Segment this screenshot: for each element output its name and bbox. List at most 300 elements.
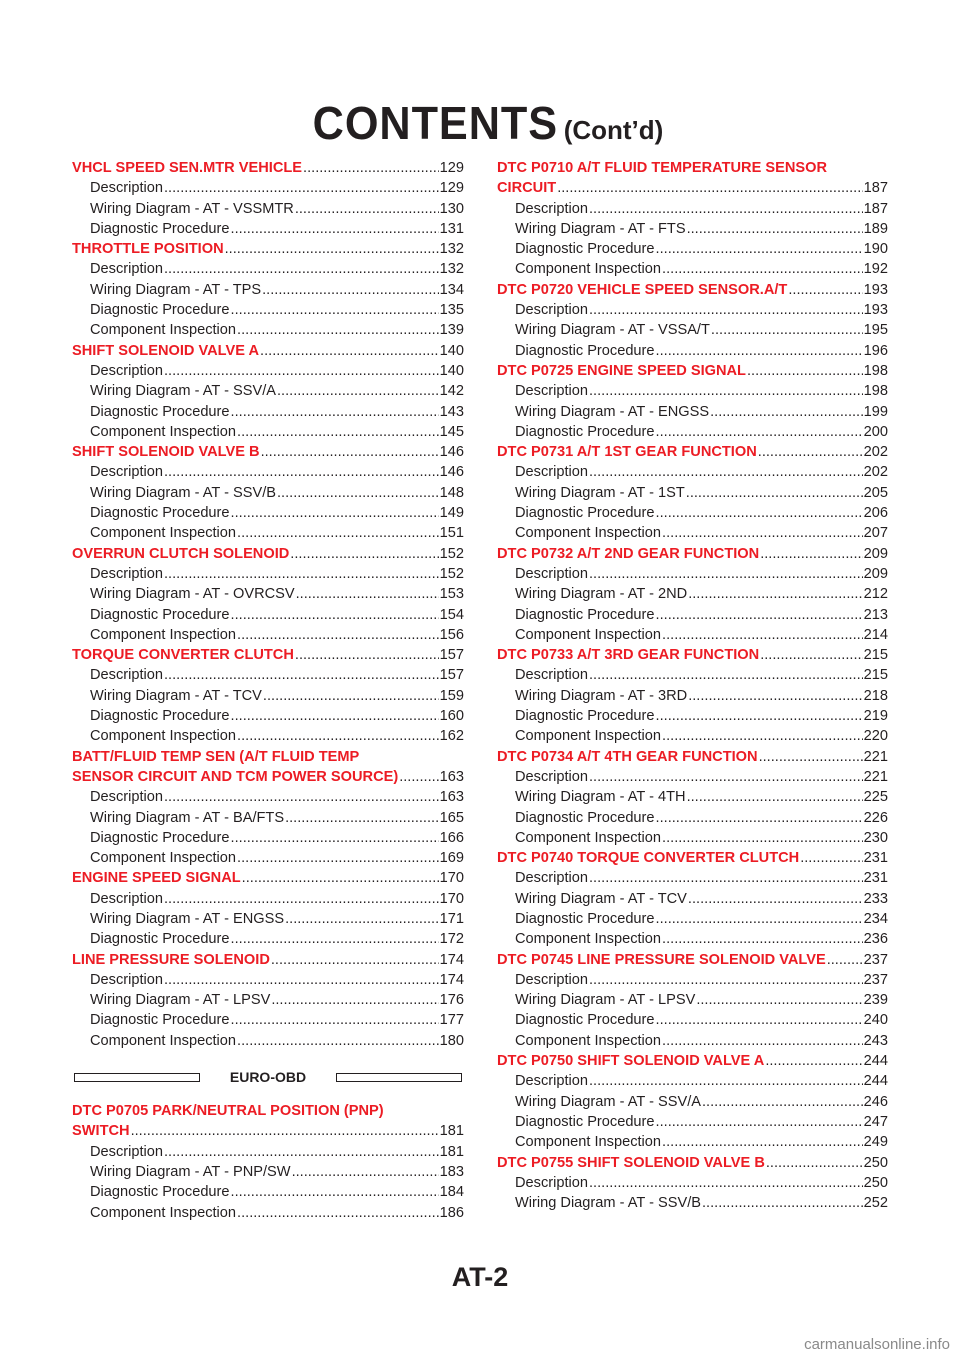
toc-leader-dots bbox=[296, 584, 439, 604]
toc-entry-page: 225 bbox=[863, 789, 888, 806]
toc-entry-page: 166 bbox=[439, 829, 464, 846]
toc-entry-label: DTC P0720 VEHICLE SPEED SENSOR.A/T bbox=[497, 281, 788, 298]
toc-leader-dots bbox=[237, 726, 439, 746]
toc-entry-label: Description bbox=[90, 890, 163, 907]
toc-leader-dots bbox=[687, 219, 863, 239]
toc-entry-page: 152 bbox=[439, 565, 464, 582]
toc-entry-page: 174 bbox=[439, 951, 464, 968]
toc-entry-label: Diagnostic Procedure bbox=[515, 708, 655, 725]
divider-box-right bbox=[336, 1073, 462, 1082]
toc-leader-dots bbox=[656, 239, 863, 259]
toc-leader-dots bbox=[237, 523, 439, 543]
toc-entry-page: 187 bbox=[863, 180, 888, 197]
toc-entry-label: Wiring Diagram - AT - FTS bbox=[515, 220, 686, 237]
toc-subentry[interactable] bbox=[72, 1162, 464, 1182]
toc-subentry[interactable] bbox=[497, 767, 888, 787]
toc-leader-dots bbox=[131, 1121, 439, 1141]
toc-entry-page: 209 bbox=[863, 545, 888, 562]
toc-entry-label: Diagnostic Procedure bbox=[515, 505, 655, 522]
toc-leader-dots bbox=[271, 990, 438, 1010]
toc-entry-page: 244 bbox=[863, 1073, 888, 1090]
toc-entry-label: Wiring Diagram - AT - 4TH bbox=[515, 789, 686, 806]
toc-entry-label: DTC P0750 SHIFT SOLENOID VALVE A bbox=[497, 1053, 765, 1070]
toc-entry-page: 193 bbox=[863, 302, 888, 319]
toc-subentry[interactable] bbox=[72, 848, 464, 868]
toc-leader-dots bbox=[747, 361, 863, 381]
toc-subentry[interactable] bbox=[497, 1193, 888, 1213]
toc-entry-page: 174 bbox=[439, 971, 464, 988]
toc-section-entry[interactable] bbox=[497, 178, 888, 198]
toc-entry-page: 239 bbox=[863, 992, 888, 1009]
toc-entry-page: 212 bbox=[863, 586, 888, 603]
toc-entry-label: Component Inspection bbox=[90, 322, 237, 339]
toc-entry-page: 250 bbox=[863, 1154, 888, 1171]
toc-entry-label: Wiring Diagram - AT - ENGSS bbox=[515, 403, 710, 420]
toc-left-column bbox=[72, 158, 464, 1223]
toc-leader-dots bbox=[765, 1051, 862, 1071]
toc-section-heading[interactable] bbox=[72, 747, 464, 767]
toc-leader-dots bbox=[164, 178, 439, 198]
toc-section-entry[interactable] bbox=[72, 158, 464, 178]
toc-subentry[interactable] bbox=[497, 300, 888, 320]
toc-entry-page: 221 bbox=[863, 748, 888, 765]
toc-leader-dots bbox=[788, 280, 862, 300]
toc-subentry[interactable] bbox=[72, 605, 464, 625]
toc-subentry[interactable] bbox=[72, 828, 464, 848]
toc-entry-label: Description bbox=[515, 200, 588, 217]
toc-entry-label: Description bbox=[515, 565, 588, 582]
toc-entry-page: 231 bbox=[863, 850, 888, 867]
toc-entry-label: Component Inspection bbox=[515, 1134, 662, 1151]
toc-entry-label: Diagnostic Procedure bbox=[515, 1012, 655, 1029]
toc-section-entry[interactable] bbox=[497, 1153, 888, 1173]
toc-entry-label: Component Inspection bbox=[515, 525, 662, 542]
toc-leader-dots bbox=[589, 1173, 863, 1193]
toc-entry-page: 134 bbox=[439, 281, 464, 298]
toc-section-entry[interactable] bbox=[72, 645, 464, 665]
toc-leader-dots bbox=[303, 158, 439, 178]
toc-subentry[interactable] bbox=[497, 1132, 888, 1152]
toc-subentry[interactable] bbox=[497, 625, 888, 645]
toc-leader-dots bbox=[295, 199, 439, 219]
toc-entry-page: 213 bbox=[863, 606, 888, 623]
toc-subentry[interactable] bbox=[497, 909, 888, 929]
toc-entry-label: THROTTLE POSITION bbox=[72, 241, 224, 258]
toc-subentry[interactable] bbox=[72, 259, 464, 279]
toc-entry-page: 186 bbox=[439, 1204, 464, 1221]
toc-entry-label: Component Inspection bbox=[515, 626, 662, 643]
toc-subentry[interactable] bbox=[497, 1173, 888, 1193]
toc-section-entry[interactable] bbox=[497, 280, 888, 300]
toc-leader-dots bbox=[662, 1132, 863, 1152]
toc-list-right bbox=[497, 158, 888, 1213]
contents-subtitle: (Cont’d) bbox=[563, 115, 664, 145]
toc-entry-page: 163 bbox=[439, 768, 464, 785]
toc-section-heading[interactable] bbox=[72, 1101, 464, 1121]
toc-entry-label: Description bbox=[515, 768, 588, 785]
toc-entry-label: Wiring Diagram - AT - LPSV bbox=[90, 992, 271, 1009]
toc-subentry[interactable] bbox=[497, 605, 888, 625]
toc-entry-label: Diagnostic Procedure bbox=[515, 423, 655, 440]
toc-entry-label: Description bbox=[90, 789, 163, 806]
toc-entry-page: 218 bbox=[863, 687, 888, 704]
toc-leader-dots bbox=[759, 747, 863, 767]
toc-entry-label: DTC P0745 LINE PRESSURE SOLENOID VALVE bbox=[497, 951, 826, 968]
toc-section-entry[interactable] bbox=[72, 1121, 464, 1141]
toc-entry-page: 140 bbox=[439, 342, 464, 359]
toc-leader-dots bbox=[800, 848, 862, 868]
toc-subentry[interactable] bbox=[497, 929, 888, 949]
toc-subentry[interactable] bbox=[497, 341, 888, 361]
toc-subentry[interactable] bbox=[497, 990, 888, 1010]
toc-entry-label: Wiring Diagram - AT - 3RD bbox=[515, 687, 688, 704]
toc-entry-page: 159 bbox=[439, 687, 464, 704]
toc-entry-page: 129 bbox=[439, 180, 464, 197]
toc-entry-page: 165 bbox=[439, 809, 464, 826]
toc-subentry[interactable] bbox=[497, 422, 888, 442]
toc-subentry[interactable] bbox=[497, 584, 888, 604]
toc-subentry[interactable] bbox=[72, 503, 464, 523]
toc-leader-dots bbox=[662, 259, 863, 279]
toc-entry-page: 142 bbox=[439, 383, 464, 400]
toc-subentry[interactable] bbox=[497, 462, 888, 482]
toc-leader-dots bbox=[688, 889, 863, 909]
toc-entry-page: 170 bbox=[439, 890, 464, 907]
toc-entry-page: 243 bbox=[863, 1032, 888, 1049]
toc-right-column bbox=[497, 158, 888, 1213]
toc-section-entry[interactable] bbox=[497, 950, 888, 970]
toc-leader-dots bbox=[656, 422, 863, 442]
toc-entry-label: SENSOR CIRCUIT AND TCM POWER SOURCE) bbox=[72, 768, 399, 785]
toc-subentry[interactable] bbox=[497, 706, 888, 726]
toc-section-entry[interactable] bbox=[497, 1051, 888, 1071]
toc-subentry[interactable] bbox=[72, 1142, 464, 1162]
toc-entry-page: 152 bbox=[439, 545, 464, 562]
toc-entry-page: 196 bbox=[863, 342, 888, 359]
toc-leader-dots bbox=[295, 645, 439, 665]
toc-section-entry[interactable] bbox=[72, 341, 464, 361]
toc-entry-label: Component Inspection bbox=[90, 525, 237, 542]
toc-leader-dots bbox=[164, 259, 439, 279]
toc-subentry[interactable] bbox=[497, 523, 888, 543]
toc-subentry[interactable] bbox=[497, 686, 888, 706]
toc-subentry[interactable] bbox=[72, 462, 464, 482]
toc-entry-label: Diagnostic Procedure bbox=[90, 708, 230, 725]
toc-subentry[interactable] bbox=[72, 970, 464, 990]
toc-entry-label: Component Inspection bbox=[90, 1204, 237, 1221]
toc-entry-page: 249 bbox=[863, 1134, 888, 1151]
toc-subentry[interactable] bbox=[497, 1031, 888, 1051]
toc-entry-page: 145 bbox=[439, 423, 464, 440]
toc-entry-label: Wiring Diagram - AT - TCV bbox=[515, 890, 687, 907]
toc-leader-dots bbox=[164, 1142, 439, 1162]
toc-leader-dots bbox=[285, 909, 439, 929]
toc-subentry[interactable] bbox=[72, 523, 464, 543]
toc-section-entry[interactable] bbox=[72, 544, 464, 564]
toc-subentry[interactable] bbox=[497, 199, 888, 219]
toc-subentry[interactable] bbox=[497, 726, 888, 746]
toc-section-entry[interactable] bbox=[497, 361, 888, 381]
toc-entry-page: 184 bbox=[439, 1184, 464, 1201]
toc-entry-page: 192 bbox=[863, 261, 888, 278]
toc-leader-dots bbox=[261, 442, 439, 462]
toc-subentry[interactable] bbox=[72, 564, 464, 584]
toc-entry-page: 187 bbox=[863, 200, 888, 217]
toc-subentry[interactable] bbox=[72, 929, 464, 949]
toc-entry-label: Description bbox=[515, 1174, 588, 1191]
toc-entry-page: 233 bbox=[863, 890, 888, 907]
toc-entry-label: Wiring Diagram - AT - BA/FTS bbox=[90, 809, 285, 826]
toc-leader-dots bbox=[766, 1153, 863, 1173]
toc-subentry[interactable] bbox=[72, 1203, 464, 1223]
toc-entry-page: 157 bbox=[439, 647, 464, 664]
toc-entry-page: 139 bbox=[439, 322, 464, 339]
toc-leader-dots bbox=[237, 1031, 439, 1051]
toc-entry-page: 181 bbox=[439, 1143, 464, 1160]
toc-subentry[interactable] bbox=[497, 808, 888, 828]
toc-entry-label: Component Inspection bbox=[515, 1032, 662, 1049]
toc-entry-page: 214 bbox=[863, 626, 888, 643]
toc-entry-label: LINE PRESSURE SOLENOID bbox=[72, 951, 270, 968]
toc-subentry[interactable] bbox=[72, 300, 464, 320]
toc-leader-dots bbox=[589, 665, 863, 685]
toc-entry-page: 246 bbox=[863, 1093, 888, 1110]
toc-subentry[interactable] bbox=[497, 381, 888, 401]
toc-entry-label: Description bbox=[90, 464, 163, 481]
toc-entry-label: Wiring Diagram - AT - ENGSS bbox=[90, 910, 285, 927]
toc-section-entry[interactable] bbox=[497, 848, 888, 868]
toc-entry-label: Description bbox=[90, 1143, 163, 1160]
toc-subentry[interactable] bbox=[72, 1182, 464, 1202]
toc-subentry[interactable] bbox=[72, 625, 464, 645]
toc-entry-page: 143 bbox=[439, 403, 464, 420]
toc-subentry[interactable] bbox=[497, 1071, 888, 1091]
toc-leader-dots bbox=[164, 462, 439, 482]
toc-subentry[interactable] bbox=[72, 686, 464, 706]
toc-subentry[interactable] bbox=[72, 178, 464, 198]
toc-subentry[interactable] bbox=[72, 787, 464, 807]
toc-entry-page: 177 bbox=[439, 1012, 464, 1029]
toc-subentry[interactable] bbox=[497, 483, 888, 503]
toc-leader-dots bbox=[662, 828, 863, 848]
toc-entry-page: 207 bbox=[863, 525, 888, 542]
toc-subentry[interactable] bbox=[72, 1010, 464, 1030]
toc-subentry[interactable] bbox=[72, 320, 464, 340]
toc-entry-label: DTC P0705 PARK/NEUTRAL POSITION (PNP) bbox=[72, 1103, 384, 1120]
toc-entry-page: 135 bbox=[439, 302, 464, 319]
toc-subentry[interactable] bbox=[497, 889, 888, 909]
toc-leader-dots bbox=[164, 564, 439, 584]
toc-leader-dots bbox=[589, 564, 863, 584]
toc-entry-label: Description bbox=[90, 667, 163, 684]
toc-entry-label: Description bbox=[90, 362, 163, 379]
toc-subentry[interactable] bbox=[72, 584, 464, 604]
toc-subentry[interactable] bbox=[72, 280, 464, 300]
toc-subentry[interactable] bbox=[72, 219, 464, 239]
toc-subentry[interactable] bbox=[72, 808, 464, 828]
toc-entry-label: Wiring Diagram - AT - VSSMTR bbox=[90, 200, 294, 217]
toc-entry-page: 193 bbox=[863, 281, 888, 298]
toc-subentry[interactable] bbox=[72, 1031, 464, 1051]
toc-entry-label: Wiring Diagram - AT - SSV/A bbox=[90, 383, 276, 400]
toc-section-heading[interactable] bbox=[497, 158, 888, 178]
toc-entry-page: 206 bbox=[863, 505, 888, 522]
toc-entry-page: 209 bbox=[863, 565, 888, 582]
toc-subentry[interactable] bbox=[497, 787, 888, 807]
toc-subentry[interactable] bbox=[497, 970, 888, 990]
toc-subentry[interactable] bbox=[497, 320, 888, 340]
toc-leader-dots bbox=[662, 929, 863, 949]
toc-entry-page: 202 bbox=[863, 444, 888, 461]
toc-subentry[interactable] bbox=[72, 990, 464, 1010]
toc-subentry[interactable] bbox=[497, 868, 888, 888]
toc-section-entry[interactable] bbox=[72, 442, 464, 462]
toc-entry-label: ENGINE SPEED SIGNAL bbox=[72, 870, 241, 887]
toc-entry-page: 215 bbox=[863, 647, 888, 664]
toc-leader-dots bbox=[758, 442, 863, 462]
toc-section-entry[interactable] bbox=[72, 239, 464, 259]
toc-entry-label: Description bbox=[90, 565, 163, 582]
toc-section-entry[interactable] bbox=[497, 442, 888, 462]
toc-leader-dots bbox=[656, 503, 863, 523]
toc-entry-label: Diagnostic Procedure bbox=[90, 505, 230, 522]
page-number: AT-2 bbox=[451, 1262, 509, 1292]
toc-entry-page: 162 bbox=[439, 728, 464, 745]
toc-section-entry[interactable] bbox=[497, 747, 888, 767]
toc-leader-dots bbox=[164, 889, 439, 909]
toc-entry-page: 237 bbox=[863, 951, 888, 968]
toc-subentry[interactable] bbox=[72, 483, 464, 503]
toc-leader-dots bbox=[662, 726, 863, 746]
toc-leader-dots bbox=[290, 544, 438, 564]
toc-subentry[interactable] bbox=[497, 239, 888, 259]
toc-subentry[interactable] bbox=[72, 726, 464, 746]
toc-leader-dots bbox=[662, 1031, 863, 1051]
toc-entry-page: 199 bbox=[863, 403, 888, 420]
toc-entry-label: Diagnostic Procedure bbox=[515, 342, 655, 359]
toc-leader-dots bbox=[285, 808, 439, 828]
toc-subentry[interactable] bbox=[72, 706, 464, 726]
toc-entry-label: Description bbox=[515, 302, 588, 319]
toc-leader-dots bbox=[242, 868, 439, 888]
toc-leader-dots bbox=[237, 625, 439, 645]
toc-subentry[interactable] bbox=[497, 828, 888, 848]
toc-leader-dots bbox=[231, 1182, 439, 1202]
toc-entry-label: Diagnostic Procedure bbox=[90, 606, 230, 623]
toc-entry-label: Diagnostic Procedure bbox=[90, 1184, 230, 1201]
toc-entry-page: 226 bbox=[863, 809, 888, 826]
toc-subentry[interactable] bbox=[72, 889, 464, 909]
toc-leader-dots bbox=[589, 970, 863, 990]
toc-subentry[interactable] bbox=[72, 199, 464, 219]
toc-subentry[interactable] bbox=[497, 259, 888, 279]
toc-subentry[interactable] bbox=[497, 219, 888, 239]
toc-subentry[interactable] bbox=[72, 909, 464, 929]
toc-entry-page: 250 bbox=[863, 1174, 888, 1191]
euro-obd-divider bbox=[72, 1067, 464, 1087]
toc-entry-page: 154 bbox=[439, 606, 464, 623]
toc-subentry[interactable] bbox=[72, 422, 464, 442]
toc-subentry[interactable] bbox=[497, 665, 888, 685]
toc-entry-page: 157 bbox=[439, 667, 464, 684]
toc-leader-dots bbox=[262, 280, 439, 300]
toc-entry-page: 205 bbox=[863, 484, 888, 501]
toc-leader-dots bbox=[231, 605, 439, 625]
toc-leader-dots bbox=[557, 178, 862, 198]
toc-entry-label: Wiring Diagram - AT - 2ND bbox=[515, 586, 688, 603]
toc-entry-page: 244 bbox=[863, 1053, 888, 1070]
toc-entry-page: 160 bbox=[439, 708, 464, 725]
toc-leader-dots bbox=[231, 300, 439, 320]
toc-entry-label: Wiring Diagram - AT - LPSV bbox=[515, 992, 696, 1009]
toc-entry-page: 189 bbox=[863, 220, 888, 237]
toc-leader-dots bbox=[656, 706, 863, 726]
toc-subentry[interactable] bbox=[72, 381, 464, 401]
toc-entry-label: DTC P0740 TORQUE CONVERTER CLUTCH bbox=[497, 850, 800, 867]
toc-leader-dots bbox=[589, 199, 863, 219]
toc-subentry[interactable] bbox=[497, 402, 888, 422]
toc-subentry[interactable] bbox=[72, 665, 464, 685]
toc-entry-page: 237 bbox=[863, 971, 888, 988]
toc-leader-dots bbox=[263, 686, 439, 706]
toc-subentry[interactable] bbox=[72, 402, 464, 422]
toc-leader-dots bbox=[164, 970, 439, 990]
toc-entry-label: Description bbox=[90, 180, 163, 197]
toc-section-entry[interactable] bbox=[72, 950, 464, 970]
toc-subentry[interactable] bbox=[497, 1092, 888, 1112]
toc-leader-dots bbox=[656, 909, 863, 929]
toc-entry-page: 183 bbox=[439, 1163, 464, 1180]
toc-entry-label: Description bbox=[515, 383, 588, 400]
toc-section-entry[interactable] bbox=[497, 645, 888, 665]
toc-entry-page: 149 bbox=[439, 505, 464, 522]
toc-entry-label: Wiring Diagram - AT - VSSA/T bbox=[515, 322, 710, 339]
toc-entry-label: Diagnostic Procedure bbox=[90, 403, 230, 420]
toc-leader-dots bbox=[696, 990, 862, 1010]
toc-leader-dots bbox=[399, 767, 438, 787]
toc-entry-label: Component Inspection bbox=[515, 829, 662, 846]
toc-leader-dots bbox=[271, 950, 439, 970]
toc-subentry[interactable] bbox=[497, 503, 888, 523]
toc-entry-page: 220 bbox=[863, 728, 888, 745]
toc-section-entry[interactable] bbox=[497, 544, 888, 564]
toc-entry-page: 252 bbox=[863, 1195, 888, 1212]
toc-entry-page: 181 bbox=[439, 1123, 464, 1140]
toc-entry-page: 198 bbox=[863, 362, 888, 379]
toc-entry-label: Component Inspection bbox=[90, 626, 237, 643]
toc-subentry[interactable] bbox=[72, 361, 464, 381]
toc-leader-dots bbox=[164, 665, 439, 685]
toc-subentry[interactable] bbox=[497, 564, 888, 584]
toc-entry-label: Diagnostic Procedure bbox=[90, 829, 230, 846]
toc-entry-label: Diagnostic Procedure bbox=[515, 809, 655, 826]
toc-entry-label: Description bbox=[515, 870, 588, 887]
toc-entry-page: 148 bbox=[439, 484, 464, 501]
toc-section-entry[interactable] bbox=[72, 868, 464, 888]
toc-entry-label: SHIFT SOLENOID VALVE B bbox=[72, 444, 260, 461]
toc-entry-label: Component Inspection bbox=[90, 1032, 237, 1049]
toc-entry-label: Description bbox=[515, 1073, 588, 1090]
toc-section-entry[interactable] bbox=[72, 767, 464, 787]
toc-leader-dots bbox=[237, 848, 439, 868]
toc-subentry[interactable] bbox=[497, 1010, 888, 1030]
toc-leader-dots bbox=[164, 361, 439, 381]
toc-entry-page: 132 bbox=[439, 241, 464, 258]
toc-entry-label: Diagnostic Procedure bbox=[90, 1012, 230, 1029]
toc-entry-page: 221 bbox=[863, 768, 888, 785]
toc-subentry[interactable] bbox=[497, 1112, 888, 1132]
toc-leader-dots bbox=[710, 402, 863, 422]
